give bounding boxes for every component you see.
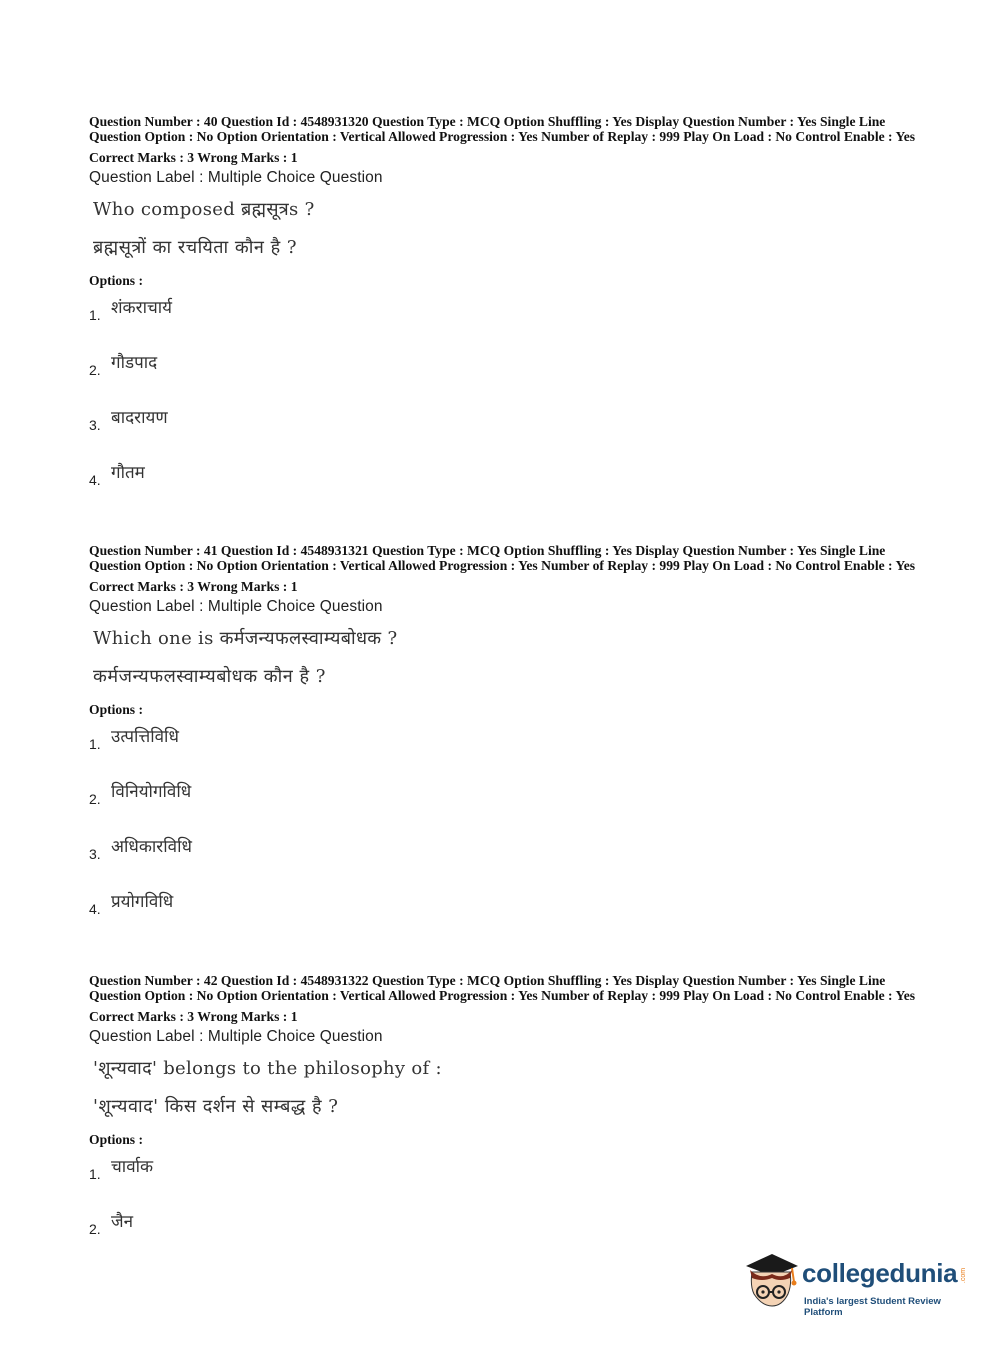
question-meta: Question Number : 42 Question Id : 4548931322 Question Type : MCQ Option Shuffling : Yes Display Question Number : Yes Single Line Question Option : No Option Orientation : Vertical Allowed Progression : Yes Number of Replay : 999 Play On Load : No Control Enable : Yes xyxy=(89,973,916,1003)
question-label: Question Label : Multiple Choice Question xyxy=(89,598,383,616)
option-text: विनियोगविधि xyxy=(111,782,192,803)
mascot-graduate-icon xyxy=(742,1252,802,1314)
option-2[interactable] xyxy=(89,779,919,834)
question-40 xyxy=(89,115,919,515)
option-number: 4. xyxy=(89,472,101,489)
option-number: 1. xyxy=(89,736,101,753)
options-heading: Options : xyxy=(89,702,144,718)
option-text: चार्वाक xyxy=(111,1157,154,1178)
question-42 xyxy=(89,974,919,1264)
option-text: प्रयोगविधि xyxy=(111,892,174,913)
brand-com: .com xyxy=(960,1267,968,1284)
collegedunia-watermark[interactable] xyxy=(742,1252,972,1318)
question-41 xyxy=(89,544,919,944)
option-1[interactable] xyxy=(89,295,919,350)
option-number: 3. xyxy=(89,846,101,863)
option-text: अधिकारविधि xyxy=(111,837,192,858)
question-label: Question Label : Multiple Choice Question xyxy=(89,169,383,187)
option-2[interactable] xyxy=(89,350,919,405)
options-heading: Options : xyxy=(89,273,144,289)
question-meta: Question Number : 40 Question Id : 4548931320 Question Type : MCQ Option Shuffling : Yes Display Question Number : Yes Single Line Question Option : No Option Orientation : Vertical Allowed Progression : Yes Number of Replay : 999 Play On Load : No Control Enable : Yes xyxy=(89,114,916,144)
option-text: शंकराचार्य xyxy=(111,298,173,319)
question-label: Question Label : Multiple Choice Question xyxy=(89,1028,383,1046)
options-heading: Options : xyxy=(89,1132,144,1148)
option-1[interactable] xyxy=(89,724,919,779)
option-3[interactable] xyxy=(89,405,919,460)
question-text-en: Which one is कर्मजन्यफलस्वाम्यबोधक ? xyxy=(93,628,398,650)
option-number: 1. xyxy=(89,307,101,324)
question-marks: Correct Marks : 3 Wrong Marks : 1 xyxy=(89,150,298,166)
option-text: गौतम xyxy=(111,463,145,484)
option-number: 2. xyxy=(89,362,101,379)
option-number: 4. xyxy=(89,901,101,918)
brand-name: collegedunia xyxy=(802,1258,958,1288)
option-3[interactable] xyxy=(89,834,919,889)
question-meta: Question Number : 41 Question Id : 4548931321 Question Type : MCQ Option Shuffling : Yes Display Question Number : Yes Single Line Question Option : No Option Orientation : Vertical Allowed Progression : Yes Number of Replay : 999 Play On Load : No Control Enable : Yes xyxy=(89,543,916,573)
option-1[interactable] xyxy=(89,1154,919,1209)
question-marks: Correct Marks : 3 Wrong Marks : 1 xyxy=(89,1009,298,1025)
option-number: 2. xyxy=(89,791,101,808)
option-number: 2. xyxy=(89,1221,101,1238)
option-4[interactable] xyxy=(89,460,919,515)
option-text: उत्पत्तिविधि xyxy=(111,727,179,748)
option-4[interactable] xyxy=(89,889,919,944)
question-marks: Correct Marks : 3 Wrong Marks : 1 xyxy=(89,579,298,595)
option-text: जैन xyxy=(111,1212,134,1233)
option-text: गौडपाद xyxy=(111,353,158,374)
question-text-hi: कर्मजन्यफलस्वाम्यबोधक कौन है ? xyxy=(93,666,326,688)
question-text-en: 'शून्यवाद' belongs to the philosophy of : xyxy=(93,1058,442,1080)
question-text-en: Who composed ब्रह्मसूत्रs ? xyxy=(93,199,315,221)
question-text-hi: 'शून्यवाद' किस दर्शन से सम्बद्ध है ? xyxy=(93,1096,339,1118)
brand-tagline: India's largest Student Review Platform xyxy=(804,1296,941,1318)
option-number: 3. xyxy=(89,417,101,434)
option-text: बादरायण xyxy=(111,408,168,429)
question-text-hi: ब्रह्मसूत्रों का रचयिता कौन है ? xyxy=(93,237,298,259)
option-number: 1. xyxy=(89,1166,101,1183)
